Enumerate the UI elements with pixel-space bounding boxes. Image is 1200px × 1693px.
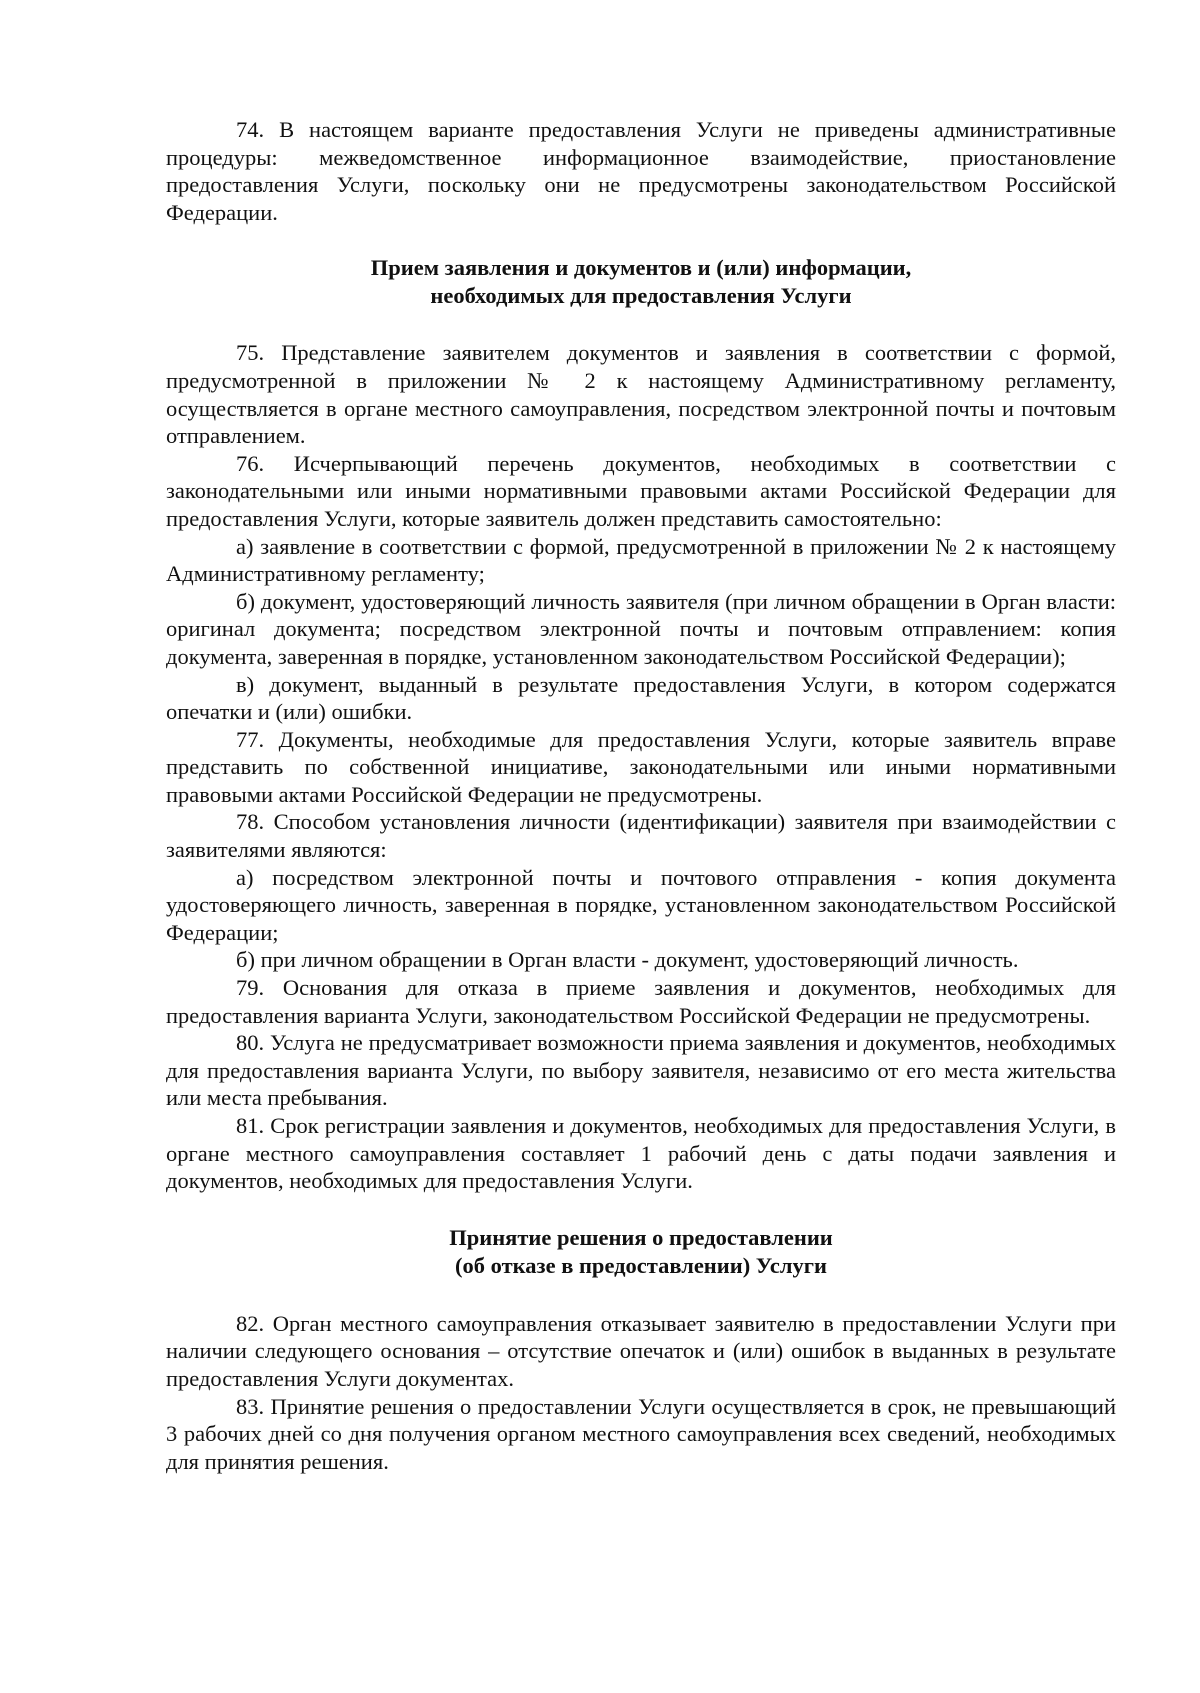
paragraph-79: 79. Основания для отказа в приеме заявления и документов, необходимых для предоставления варианта Услуги, законодательством Российской Федерации не предусмотрены. bbox=[166, 975, 1116, 1028]
paragraph-77: 77. Документы, необходимые для предоставления Услуги, которые заявитель вправе представить по собственной инициативе, законодательными или иными нормативными правовыми актами Российской Федерации не предусмотрены. bbox=[166, 726, 1116, 807]
section-heading-application-intake bbox=[166, 254, 1116, 310]
paragraph-81: 81. Срок регистрации заявления и документов, необходимых для предоставления Услуги, в органе местного самоуправления составляет 1 рабочий день с даты подачи заявления и документов, необходимых для предоставления Услуги. bbox=[166, 1113, 1116, 1194]
paragraph-83: 83. Принятие решения о предоставлении Услуги осуществляется в срок, не превышающий 3 рабочих дней со дня получения органом местного самоуправления всех сведений, необходимых для принятия решения. bbox=[166, 1393, 1116, 1474]
section-heading-decision bbox=[166, 1224, 1116, 1280]
paragraph-82: 82. Орган местного самоуправления отказывает заявителю в предоставлении Услуги при наличии следующего основания – отсутствие опечаток и (или) ошибок в выданных в результате предоставления Услуги документах. bbox=[166, 1310, 1116, 1391]
paragraph-76-c: в) документ, выданный в результате предоставления Услуги, в котором содержатся опечатки и (или) ошибки. bbox=[166, 671, 1116, 725]
section-heading-line: Принятие решения о предоставлении bbox=[449, 1224, 833, 1250]
paragraph-78-b: б) при личном обращении в Орган власти - документ, удостоверяющий личность. bbox=[236, 947, 1019, 973]
section-heading-line: Прием заявления и документов и (или) информации, bbox=[370, 255, 912, 281]
section-heading-line: (об отказе в предоставлении) Услуги bbox=[455, 1252, 827, 1278]
paragraph-74: 74. В настоящем варианте предоставления Услуги не приведены административные процедуры: межведомственное информационное взаимодействие, приостановление предоставления Услуги, поскольку они не предусмотрены законодательством Российской Федерации. bbox=[166, 117, 1116, 225]
document-page bbox=[166, 116, 1116, 1475]
paragraph-75: 75. Представление заявителем документов и заявления в соответствии с формой, предусмотренной в приложении № 2 к настоящему Административному регламенту, осуществляется в органе местного самоуправления, посредством электронной почты и почтовым отправлением. bbox=[166, 340, 1116, 449]
paragraph-76: 76. Исчерпывающий перечень документов, необходимых в соответствии с законодательными или иными нормативными правовыми актами Российской Федерации для предоставления Услуги, которые заявитель должен представить самостоятельно: bbox=[166, 450, 1116, 531]
paragraph-76-a: а) заявление в соответствии с формой, предусмотренной в приложении № 2 к настоящему Административному регламенту; bbox=[166, 533, 1116, 587]
paragraph-78: 78. Способом установления личности (идентификации) заявителя при взаимодействии с заявителями являются: bbox=[166, 809, 1116, 863]
paragraph-76-b: б) документ, удостоверяющий личность заявителя (при личном обращении в Орган власти: оригинал документа; посредством электронной почты и почтовым отправлением: копия документа, заверенная в порядке, установленном законодательством Российской Федерации); bbox=[166, 588, 1116, 669]
section-heading-line: необходимых для предоставления Услуги bbox=[430, 283, 852, 309]
paragraph-78-a: а) посредством электронной почты и почтового отправления - копия документа удостоверяющего личность, заверенная в порядке, установленном законодательством Российской Федерации; bbox=[166, 864, 1116, 945]
paragraph-80: 80. Услуга не предусматривает возможности приема заявления и документов, необходимых для предоставления варианта Услуги, по выбору заявителя, независимо от его места жительства или места пребывания. bbox=[166, 1030, 1116, 1111]
